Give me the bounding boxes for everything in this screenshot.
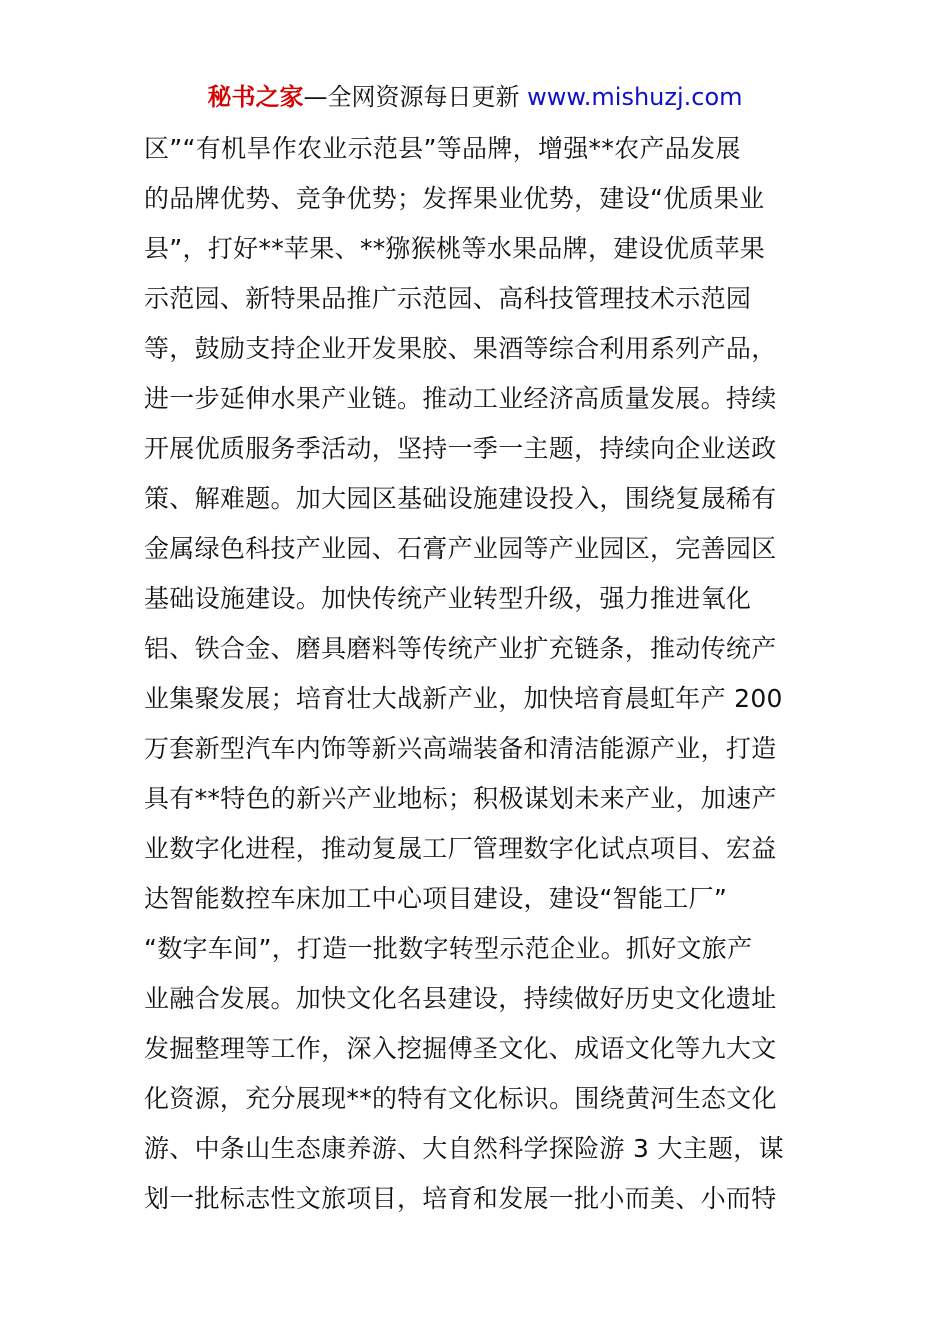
brand-name: 秘书之家 (207, 83, 304, 111)
header-tagline: —全网资源每日更新 (303, 83, 528, 111)
text-line: 示范园、新特果品推广示范园、高科技管理技术示范园 (144, 284, 752, 313)
text-line: 业数字化进程，推动复晟工厂管理数字化试点项目、宏益 (144, 834, 777, 863)
page-header (0, 80, 950, 114)
text-line: 进一步延伸水果产业链。推动工业经济高质量发展。持续 (144, 384, 777, 413)
text-line: 业集聚发展；培育壮大战新产业，加快培育晨虹年产 200 (144, 684, 783, 713)
text-line: 的品牌优势、竞争优势；发挥果业优势，建设“优质果业 (144, 184, 765, 213)
text-line: 铝、铁合金、磨具磨料等传统产业扩充链条，推动传统产 (144, 634, 777, 663)
text-line: 发掘整理等工作，深入挖掘傅圣文化、成语文化等九大文 (144, 1034, 777, 1063)
text-line: 业融合发展。加快文化名县建设，持续做好历史文化遗址 (144, 984, 777, 1013)
text-line: 达智能数控车床加工中心项目建设，建设“智能工厂” (144, 884, 728, 913)
text-line: 区”“有机旱作农业示范县”等品牌，增强**农产品发展 (144, 134, 741, 163)
text-line: 县”，打好**苹果、**猕猴桃等水果品牌，建设优质苹果 (144, 234, 766, 263)
text-line: “数字车间”，打造一批数字转型示范企业。抓好文旅产 (144, 934, 753, 963)
text-line: 策、解难题。加大园区基础设施建设投入，围绕复晟稀有 (144, 484, 777, 513)
text-line: 万套新型汽车内饰等新兴高端装备和清洁能源产业，打造 (144, 734, 777, 763)
text-line: 开展优质服务季活动，坚持一季一主题，持续向企业送政 (144, 434, 777, 463)
text-line: 化资源，充分展现**的特有文化标识。围绕黄河生态文化 (144, 1084, 777, 1113)
text-line: 金属绿色科技产业园、石膏产业园等产业园区，完善园区 (144, 534, 777, 563)
text-line: 游、中条山生态康养游、大自然科学探险游 3 大主题，谋 (144, 1134, 784, 1163)
text-line: 基础设施建设。加快传统产业转型升级，强力推进氧化 (144, 584, 752, 613)
site-url-link[interactable]: www.mishuzj.com (527, 83, 743, 111)
text-line: 等，鼓励支持企业开发果胶、果酒等综合利用系列产品， (144, 334, 777, 363)
text-line: 具有**特色的新兴产业地标；积极谋划未来产业，加速产 (144, 784, 777, 813)
text-line: 划一批标志性文旅项目，培育和发展一批小而美、小而特 (144, 1184, 777, 1213)
document-body (144, 124, 824, 1224)
